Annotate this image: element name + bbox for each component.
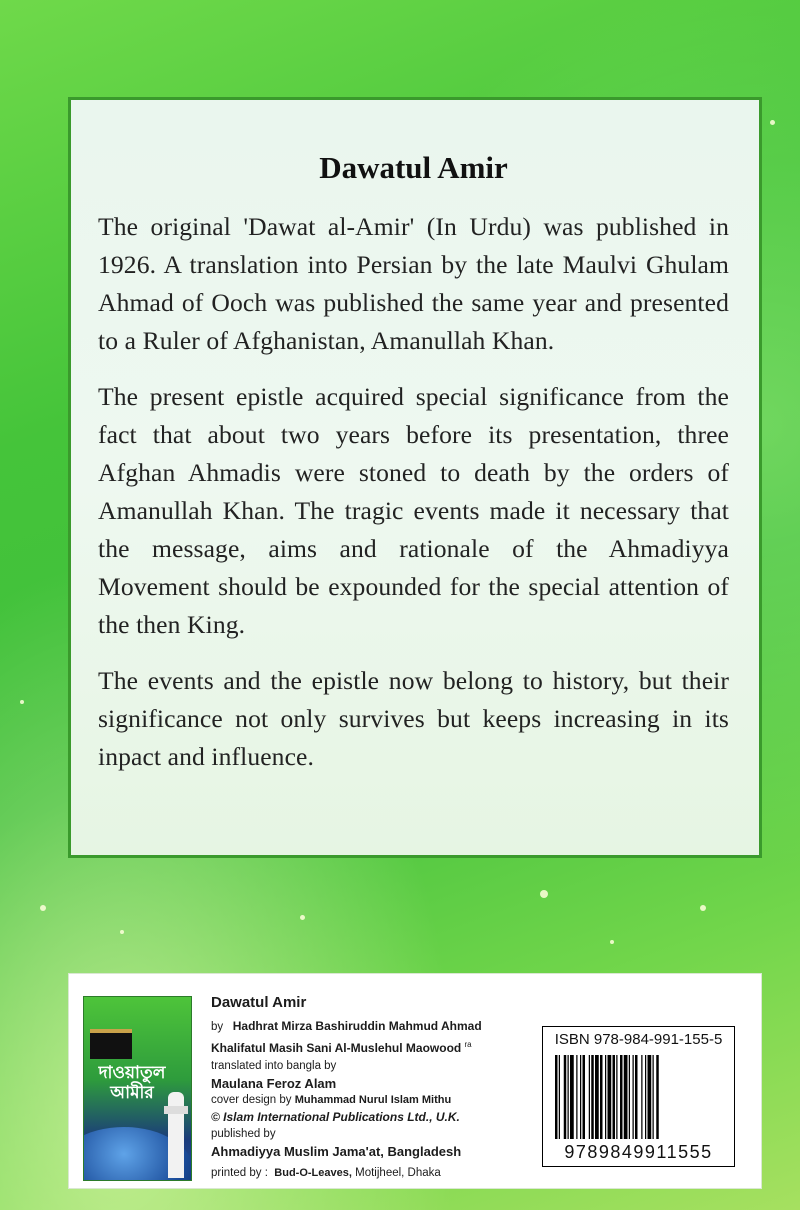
printer-line: [211, 1165, 541, 1182]
cover-design-line: [211, 1092, 541, 1109]
printer-location: Motijheel, Dhaka: [355, 1166, 441, 1179]
author-name: Hadhrat Mirza Bashiruddin Mahmud Ahmad: [232, 1019, 482, 1033]
imprint-title: Dawatul Amir: [211, 994, 307, 1011]
ean-number: 9789849911555: [564, 1142, 713, 1162]
minaret-icon: [168, 1092, 184, 1178]
translated-label: translated into bangla by: [211, 1059, 337, 1072]
book-title: Dawatul Amir: [319, 150, 508, 185]
isbn-number: ISBN 978-984-991-155-5: [554, 1031, 723, 1048]
author-suffix: ra: [464, 1040, 472, 1049]
by-label: by: [211, 1021, 224, 1033]
copyright-line: © Islam International Publications Ltd., U.K.: [211, 1109, 460, 1124]
synopsis-panel: [68, 97, 762, 858]
printed-label: printed by :: [211, 1166, 268, 1179]
cover-title-bangla: দাওয়াতুল আমীর: [98, 1063, 166, 1103]
synopsis-paragraph: The events and the epistle now belong to history, but their significance not only survives but keeps increasing in its inpact and influence.: [98, 666, 729, 771]
author-line: [211, 1018, 541, 1036]
synopsis-paragraph: The present epistle acquired special significance from the fact that about two years before its presentation, three Afghan Ahmadis were stoned to death by the orders of Amanullah Khan. The tragic events made it necessary that the message, aims and rationale of the Ahmadiyya Movement should be expounded for the special attention of the then King.: [98, 382, 729, 639]
author-title-line: [211, 1036, 541, 1058]
sparkle: [120, 930, 124, 934]
sparkle: [610, 940, 614, 944]
sparkle: [20, 700, 24, 704]
published-label: published by: [211, 1127, 276, 1140]
sparkle: [700, 905, 706, 911]
synopsis-paragraph: The original 'Dawat al-Amir' (In Urdu) was published in 1926. A translation into Persian by the late Maulvi Ghulam Ahmad of Ooch was published the same year and presented to a Ruler of Afghanistan, Amanullah Khan.: [98, 212, 729, 355]
front-cover-thumbnail: [83, 996, 192, 1181]
publisher-name: Ahmadiyya Muslim Jama'at, Bangladesh: [211, 1143, 462, 1159]
imprint-box: [68, 973, 762, 1189]
sparkle: [40, 905, 46, 911]
sparkle: [300, 915, 305, 920]
isbn-barcode-box: [542, 1026, 735, 1167]
kaaba-icon: [90, 1029, 132, 1059]
sparkle: [770, 120, 775, 125]
printer-name: Bud-O-Leaves,: [274, 1166, 352, 1179]
cover-design-label: cover design by: [211, 1093, 292, 1106]
sparkle: [540, 890, 548, 898]
cover-designer: Muhammad Nurul Islam Mithu: [294, 1093, 452, 1106]
credits: [211, 994, 541, 1182]
author-title: Khalifatul Masih Sani Al-Muslehul Maowood: [211, 1040, 462, 1055]
translator-name: Maulana Feroz Alam: [211, 1075, 337, 1091]
barcode: [553, 1055, 725, 1139]
